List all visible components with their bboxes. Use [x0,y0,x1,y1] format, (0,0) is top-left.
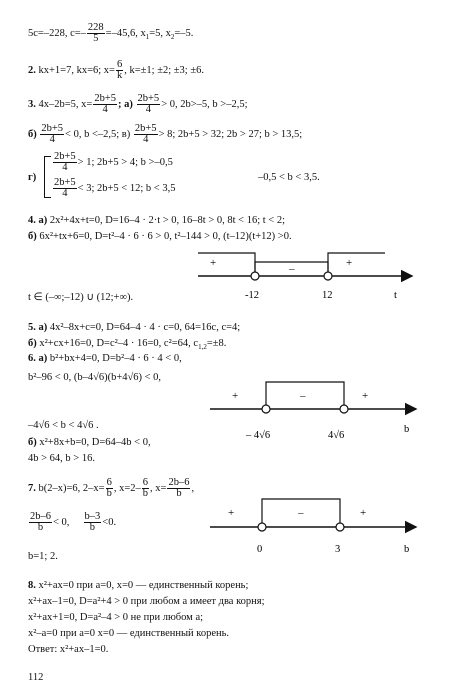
label: г) [28,172,37,183]
text: x²+ax+1=0, D=a²–4 > 0 не при любом a; [28,612,204,623]
denominator: b [37,522,44,533]
label: б) [28,437,37,448]
text: , x=2– [113,482,141,494]
open-point [340,405,348,413]
point-label: 3 [335,544,341,555]
text: x²+ax=0 при a=0, x=0 — единственный корень; [38,580,249,591]
sign-label: – [289,263,295,275]
text: < 3; 2b+5 < 12; b < 3,5 [77,182,176,194]
sign-label: + [210,257,217,269]
problem-number: 5. а) [28,322,48,333]
numerator: 2b+5 [41,123,64,134]
text: > 8; 2b+5 > 32; 2b > 27; b > 13,5; [158,128,303,140]
subscript: 1,2 [198,343,207,352]
text: 4b > 64, b > 16. [28,453,95,464]
number-line-7 [210,499,416,555]
text: x²+ax–1=0, D=a²+4 > 0 при любом a имеет два корня; [28,596,265,607]
point-label: -12 [245,290,259,301]
text: =±8. [206,338,227,349]
label: б) [28,231,37,242]
axis-variable: t [394,290,397,301]
number-line-6 [210,382,416,441]
text: 2x²+4x+t=0, D=16–4 · 2·t > 0, 16–8t > 0, 8t < 16; t < 2; [49,215,286,226]
text: > 0, 2b>–5, b >–2,5; [161,98,248,110]
sign-label: + [346,257,353,269]
sign-label: + [360,507,367,519]
denominator: 4 [143,134,149,145]
problem-number: 4. а) [28,215,48,226]
text: 4x–2b=5, x= [38,98,93,110]
denominator: 4 [62,188,68,199]
sign-label: – [298,507,304,519]
numerator: 2b–6 [168,477,190,488]
text: , x= [150,482,167,494]
text: > 1; 2b+5 > 4; b >–0,5 [77,156,173,168]
point-label: 12 [322,290,333,301]
text: b²–96 < 0, (b–4√6)(b+4√6) < 0, [28,372,162,383]
sign-label: + [232,390,239,402]
text: kx+1=7, kx=6; x= [38,64,115,76]
numerator: 6 [106,477,112,488]
text: b(2–x)=6, 2–x= [38,482,105,494]
text: , [191,482,195,494]
open-point [258,523,266,531]
problem-number: 6. а) [28,353,48,364]
numerator: 2b+5 [94,93,117,104]
numerator: b–3 [84,511,101,522]
text: t ∈ (–∞;–12) ∪ (12;+∞). [28,292,134,303]
text: –4√6 < b < 4√6 . [28,420,99,431]
denominator: 4 [49,134,55,145]
axis-variable: b [404,424,410,435]
text: x²–a=0 при a=0 x=0 — единственный корень. [28,628,230,639]
text: 5c=–228, c=– [28,27,86,39]
text: < 0, b <–2,5; в) [65,128,131,140]
numerator: 2b+5 [54,151,76,162]
sign-curve-left [198,253,255,276]
numerator: 6 [142,477,149,488]
numerator: 2b+5 [54,177,76,188]
text: b²+bx+4=0, D=b²–4 · 6 · 4 < 0, [49,353,182,364]
numerator: 2b–6 [30,511,51,522]
sign-label: + [228,507,235,519]
problem-number: 3. [28,98,36,110]
open-point [324,272,332,280]
text: x²+8x+b=0, D=64–4b < 0, [39,437,151,448]
text: =–45,6, x [105,27,146,39]
line-1: 5c=–228, c=– $\frac{228}{5}$ =–45,6, $x_1=5$, $x_2=-5$. [28,22,194,44]
open-point [251,272,259,280]
text: Ответ: x²+ax–1=0. [28,644,109,655]
denominator: b [89,522,96,533]
denominator: 4 [145,104,151,115]
open-point [336,523,344,531]
problem-number: 8. [28,580,36,591]
numerator: 2b+5 [134,123,157,134]
denominator: 5 [93,33,99,44]
sign-label: – [300,390,306,402]
sign-label: + [362,390,369,402]
number-line-4 [198,253,412,301]
numerator: 6 [116,59,123,70]
text: x²+cx+16=0, D=c²–4 · 16=0, c²=64, c [39,338,199,349]
denominator: b [176,488,182,499]
label: б) [28,338,37,349]
numerator: 2b+5 [137,93,160,104]
numerator: 228 [87,22,104,33]
problem-number: 2. [28,64,36,76]
denominator: k [116,70,123,81]
text: =–5. [174,27,194,39]
text: 4x²–8x+c=0, D=64–4 · 4 · c=0, 64=16c, c=4; [49,322,241,333]
axis-variable: b [404,544,410,555]
denominator: 4 [62,162,68,173]
problem-number: 7. [28,482,36,494]
point-label: 0 [257,544,263,555]
text: –0,5 < b < 3,5. [258,172,320,183]
text: =5, x [149,27,171,39]
point-label: 4√6 [328,430,345,441]
denominator: b [106,488,112,499]
text: < 0, [53,516,70,528]
open-point [262,405,270,413]
page-number: 112 [28,672,44,683]
text: 6x²+tx+6=0, D=t²–4 · 6 · 6 > 0, t²–144 > 0, (t–12)(t+12) >0. [39,231,292,242]
text: b=1; 2. [28,551,58,562]
denominator: 4 [102,104,108,115]
text: <0. [102,516,117,528]
label: б) [28,128,37,140]
denominator: b [142,488,149,499]
text: , k=±1; ±2; ±3; ±6. [124,64,204,76]
sign-curve-right [328,253,385,276]
label: ; а) [118,98,133,110]
point-label: – 4√6 [246,430,271,441]
